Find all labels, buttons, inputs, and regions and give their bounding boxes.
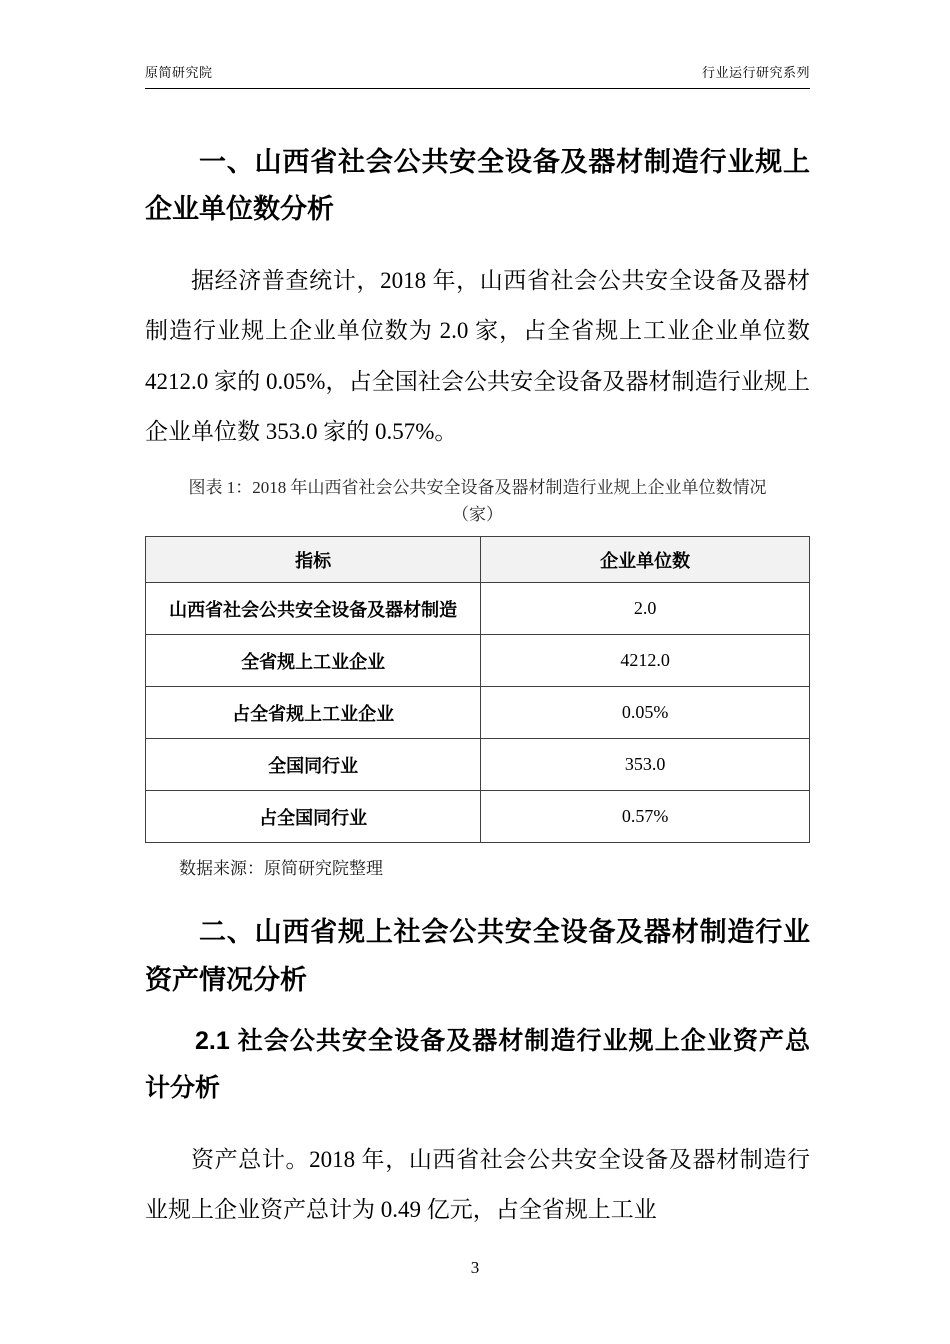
table-row [146, 635, 810, 687]
row-label: 全国同行业 [146, 739, 481, 791]
table-header-indicator: 指标 [146, 537, 481, 583]
table-caption-line1: 图表 1：2018 年山西省社会公共安全设备及器材制造行业规上企业单位数情况 [188, 477, 767, 497]
section1-heading: 一、山西省社会公共安全设备及器材制造行业规上企业单位数分析 [145, 147, 810, 225]
row-label: 山西省社会公共安全设备及器材制造 [146, 583, 481, 635]
page-number: 3 [470, 1258, 480, 1277]
row-value: 353.0 [481, 739, 810, 791]
section2-subheading: 2.1 社会公共安全设备及器材制造行业规上企业资产总计分析 [145, 1026, 810, 1103]
row-value: 2.0 [481, 583, 810, 635]
table-header-units: 企业单位数 [481, 537, 810, 583]
page-header [145, 0, 810, 89]
row-value: 0.05% [481, 687, 810, 739]
section1-paragraph: 据经济普查统计，2018 年，山西省社会公共安全设备及器材制造行业规上企业单位数为 2.0 家，占全省规上工业企业单位数 4212.0 家的 0.05%，占全国社会公共安全设备及器材制造行业规上企业单位数 353.0 家的 0.57%。 [145, 267, 810, 445]
row-value: 0.57% [481, 791, 810, 843]
row-label: 占全国同行业 [146, 791, 481, 843]
row-value: 4212.0 [481, 635, 810, 687]
section2-heading: 二、山西省规上社会公共安全设备及器材制造行业资产情况分析 [145, 917, 810, 995]
table-row [146, 791, 810, 843]
table-caption [145, 474, 810, 528]
table-row [146, 739, 810, 791]
header-right-text: 行业运行研究系列 [701, 65, 810, 80]
data-table [145, 536, 810, 843]
table-row [146, 583, 810, 635]
header-left-text: 原简研究院 [145, 65, 213, 80]
data-source-note: 数据来源：原简研究院整理 [179, 859, 383, 879]
row-label: 占全省规上工业企业 [146, 687, 481, 739]
table-caption-line2: （家） [452, 505, 503, 525]
row-label: 全省规上工业企业 [146, 635, 481, 687]
table-header-row [146, 537, 810, 583]
section2-paragraph: 资产总计。2018 年，山西省社会公共安全设备及器材制造行业规上企业资产总计为 0.49 亿元，占全省规上工业 [145, 1146, 810, 1223]
table-row [146, 687, 810, 739]
